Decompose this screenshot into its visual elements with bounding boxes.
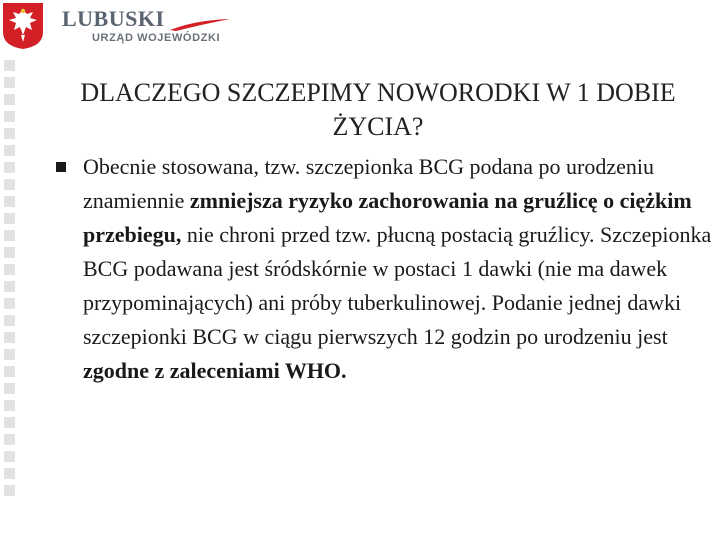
header-logo xyxy=(0,0,260,56)
body-paragraph xyxy=(83,150,718,388)
slide-title: DLACZEGO SZCZEPIMY NOWORODKI W 1 DOBIE ŻYCIA? xyxy=(80,78,676,141)
bullet-marker xyxy=(56,162,66,172)
body-text-bold-1: zmniejsza ryzyko zachorowania na gruźlicę o ciężkim przebiegu, xyxy=(83,188,692,247)
body-text-1: Obecnie stosowana, tzw. szczepionka BCG podana po urodzeniu znamiennie xyxy=(83,154,655,213)
brand-swoosh xyxy=(168,16,232,32)
polish-eagle-icon xyxy=(2,2,44,50)
brand-name: LUBUSKI xyxy=(62,6,165,31)
body-text-2: nie chroni przed tzw. płucną postacią gruźlicy. Szczepionka BCG podawana jest śródskórnie w postaci 1 dawki (nie ma dawek przypominających) ani próby tuberkulinowej. Podanie jednej dawki szczepionki BCG w ciągu pierwszych 12 godzin po urodzeniu jest xyxy=(83,222,712,349)
brand-subtitle: URZĄD WOJEWÓDZKI xyxy=(92,32,221,44)
body-text-bold-2: zgodne z zaleceniami WHO. xyxy=(83,358,347,383)
decorative-squares xyxy=(4,60,18,502)
